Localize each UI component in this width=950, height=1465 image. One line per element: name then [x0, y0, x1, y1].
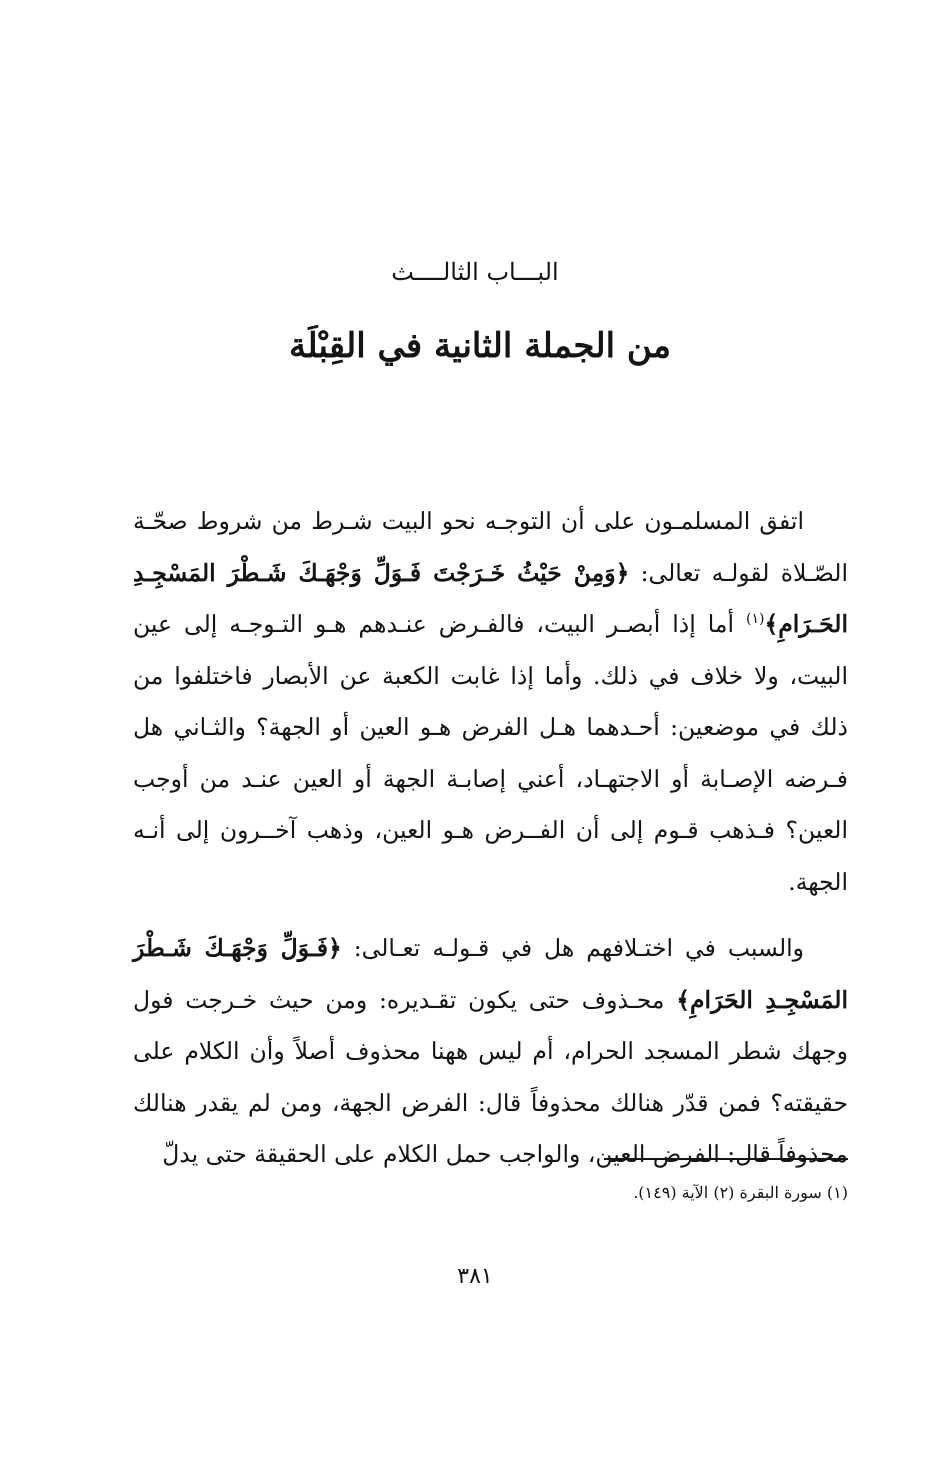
- paragraph: [133, 496, 848, 908]
- paragraph-text: والسبب في اختـلافهم هل في قـولـه تعـالى:: [341, 934, 804, 962]
- page-number: ٣٨١: [457, 1264, 493, 1289]
- chapter-title: من الجملة الثانية في القِبْلَة: [288, 326, 672, 366]
- paragraph-text: اتفق المسلمـون على أن التوجـه نحو البيت شـرط من شروط صحّـة الصّـلاة لقولـه تعالى:: [133, 507, 848, 587]
- body-text: [133, 496, 848, 1181]
- paragraph-text: محـذوف حتى يكون تقـديره: ومن حيث خـرجت فول وجهك شطر المسجد الحرام، أم ليس ههنا محذوف أصلاً وأن الكلام على حقيقته؟ فمن قدّر هنالك محذوفاً قال: الفرض الجهة، ومن لم يقدر هنالك محذوفاً قال: الفرض العين، والواجب حمل الكلام على الحقيقة حتى يدلّ: [133, 985, 848, 1168]
- chapter-label: البـــاب الثالــــث: [391, 258, 559, 286]
- paragraph: [133, 923, 848, 1181]
- footnote-marker: (١): [745, 611, 765, 627]
- paragraph-text: أما إذا أبصـر البيت، فالفـرض عنـدهم هـو التـوجـه إلى عين البيت، ولا خلاف في ذلك. وأما إذا غابت الكعبة عن الأبصار فاختلفوا من ذلك في موضعين: أحـدهما هـل الفرض هـو العين أو الجهة؟ والثـاني هل فـرضه الإصـابة أو الاجتهـاد، أعني إصابـة الجهة أو العين عنـد من أوجب العين؟ فـذهب قـوم إلى أن الفــرض هـو العين، وذهب آخــرون إلى أنـه الجهة.: [133, 610, 848, 896]
- quran-quote: ﴿وَمِنْ حَيْثُ خَـرَجْتَ فَـوَلِّ وَجْهَـكَ شَـطْرَ المَسْجِـدِ الحَـرَامِ﴾: [133, 558, 848, 638]
- footnote-divider: [604, 1158, 848, 1160]
- quran-quote: ﴿فَـوَلِّ وَجْهَـكَ شَـطْرَ المَسْجِـدِ الحَرَامِ﴾: [133, 934, 848, 1014]
- footnote: (١) سورة البقرة (٢) الآية (١٤٩).: [633, 1183, 848, 1202]
